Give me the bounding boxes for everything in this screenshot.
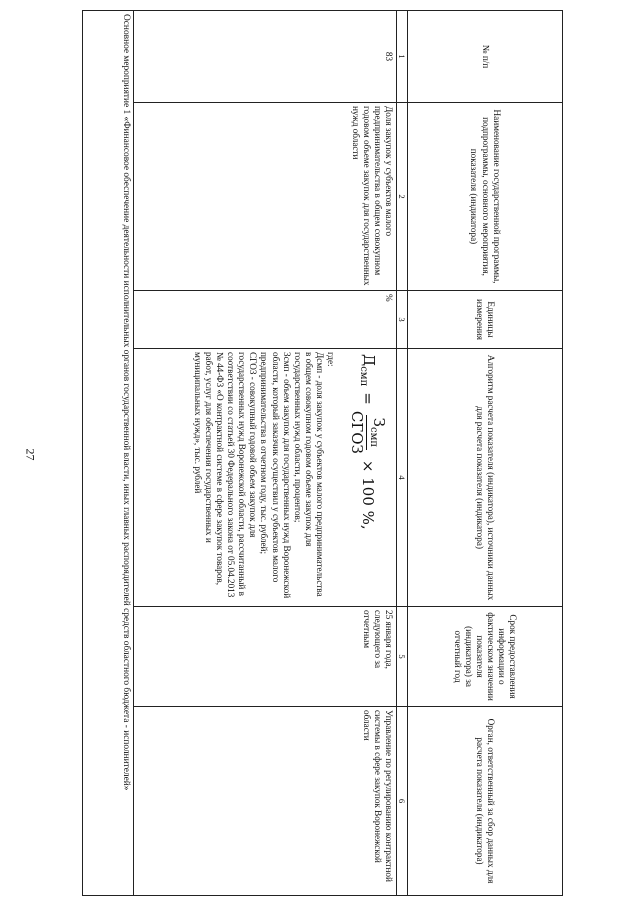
indicator-responsible: Управление по регулированию контрактной системы в сфере закупок Воронежской области bbox=[133, 707, 396, 896]
formula-lhs: $Д_{смп}$ bbox=[358, 354, 379, 387]
indicator-name: Доля закупок у субъектов малого предпринимательства в общем совокупном годовом объеме закупок для государственных нужд области bbox=[133, 103, 396, 291]
column-number: 1 bbox=[396, 11, 407, 103]
column-number: 4 bbox=[396, 349, 407, 607]
column-number: 6 bbox=[396, 707, 407, 896]
column-numbers-row bbox=[396, 11, 407, 896]
indicator-algorithm bbox=[133, 349, 396, 607]
definition-dsmp: Дсмп - доля закупок у субъектов малого предпринимательства в общем совокупном годовом объеме закупок для государственных нужд области, процентов; bbox=[292, 352, 325, 597]
formula-numerator: $З_{смп}$ bbox=[366, 415, 388, 450]
formula-tail: × 100 %, bbox=[358, 459, 377, 530]
row-number: 83 bbox=[133, 11, 396, 103]
header-responsible: Орган, ответственный за сбор данных для расчета показателя (индикатора) bbox=[408, 707, 563, 896]
column-number: 2 bbox=[396, 103, 407, 291]
header-algorithm: Алгоритм расчета показателя (индикатора), источники данных для расчета показателя (индикатора) bbox=[408, 349, 563, 607]
formula-equals: = bbox=[358, 392, 377, 405]
page-number: 27 bbox=[23, 448, 38, 461]
rotated-table-sheet bbox=[18, 10, 563, 895]
indicators-table bbox=[82, 10, 563, 896]
indicator-deadline: 25 января года, следующего за отчетным bbox=[133, 607, 396, 707]
definition-sgoz: СГОЗ - совокупный годовой объем закупок для государственных нужд Воронежской области, рассчитанный в соответствии со статьей 30 Федерального закона от 05.04.2013 № 44-ФЗ «О контрактной системе в сфере закупок товаров, работ, услуг для обеспечения государственных и муниципальных нужд», тыс. рублей bbox=[193, 352, 259, 598]
footer-text: Основное мероприятие 1 «Финансовое обеспечение деятельности исполнительных органов государственной власти, иных главных распорядителей средств областного бюджета - исполнителей» bbox=[82, 11, 133, 896]
header-unit: Единицы измерения bbox=[408, 291, 563, 349]
table-row bbox=[133, 11, 396, 896]
header-deadline: Срок предоставления информации о фактическом значении показателя (индикатора) за отчетный год bbox=[408, 607, 563, 707]
header-name: Наименование государственной программы, подпрограммы, основного мероприятия, показателя (индикатора) bbox=[408, 103, 563, 291]
formula-denominator: СГОЗ bbox=[347, 410, 366, 454]
footer-row bbox=[82, 11, 133, 896]
formula bbox=[348, 354, 388, 603]
column-number: 5 bbox=[396, 607, 407, 707]
definition-zsmp: Зсмп - объем закупок для государственных нужд Воронежской области, который заказчик осуществил у субъектов малого предпринимательства в отчетном году, тыс. рублей; bbox=[259, 352, 292, 599]
table-header-row bbox=[408, 11, 563, 896]
indicator-unit: % bbox=[133, 291, 396, 349]
header-number: № п/п bbox=[408, 11, 563, 103]
where-label: где: bbox=[325, 352, 336, 367]
column-number: 3 bbox=[396, 291, 407, 349]
formula-fraction bbox=[348, 411, 388, 454]
